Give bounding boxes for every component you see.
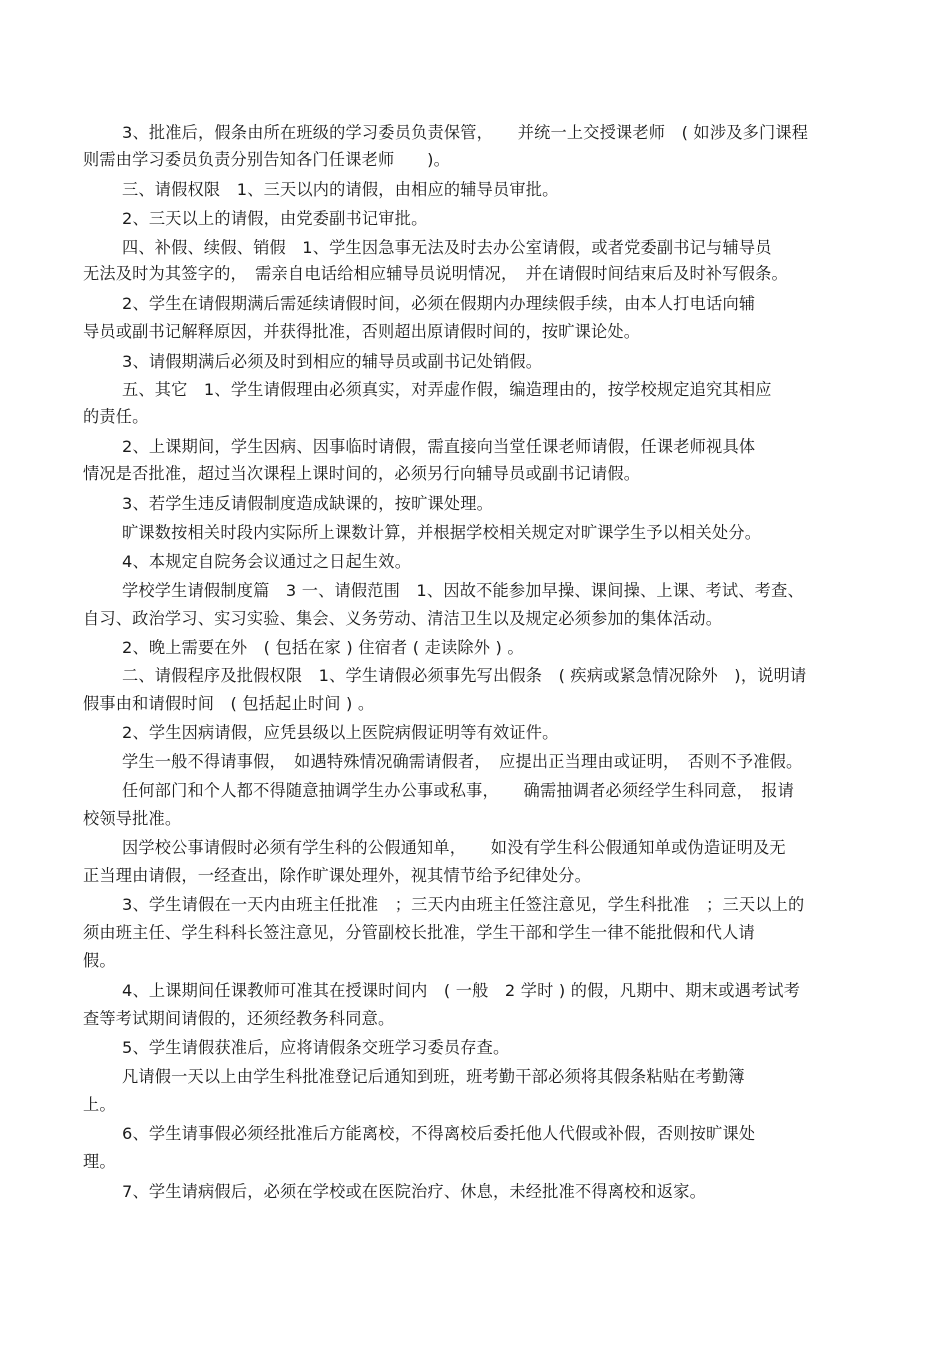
text-line: 的责任。: [83, 407, 149, 426]
text-line: 正当理由请假，一经查出，除作旷课处理外，视其情节给予纪律处分。: [83, 866, 592, 885]
text-line: 四、补假、续假、销假 1、学生因急事无法及时去办公室请假，或者党委副书记与辅导员: [122, 238, 772, 257]
text-line: 3、学生请假在一天内由班主任批准 ；三天内由班主任签注意见，学生科批准 ；三天以上的: [122, 895, 805, 914]
text-line: 假事由和请假时间 ( 包括起止时间 ) 。: [83, 694, 375, 713]
text-line: 五、其它 1、学生请假理由必须真实，对弄虚作假，编造理由的，按学校规定追究其相应: [122, 380, 772, 399]
text-line: 7、学生请病假后，必须在学校或在医院治疗、休息，未经批准不得离校和返家。: [122, 1182, 707, 1201]
text-line: 因学校公事请假时必须有学生科的公假通知单， 如没有学生科公假通知单或伪造证明及无: [122, 838, 786, 857]
text-line: 假。: [83, 951, 116, 970]
text-line: 2、晚上需要在外 ( 包括在家 ) 住宿者 ( 走读除外 ) 。: [122, 638, 524, 657]
text-line: 凡请假一天以上由学生科批准登记后通知到班，班考勤干部必须将其假条粘贴在考勤簿: [122, 1067, 745, 1086]
text-line: 2、学生因病请假，应凭县级以上医院病假证明等有效证件。: [122, 723, 559, 742]
text-line: 3、若学生违反请假制度造成缺课的，按旷课处理。: [122, 494, 494, 513]
text-line: 3、请假期满后必须及时到相应的辅导员或副书记处销假。: [122, 352, 543, 371]
text-line: 任何部门和个人都不得随意抽调学生办公事或私事， 确需抽调者必须经学生科同意， 报请: [122, 781, 795, 800]
text-line: 三、请假权限 1、三天以内的请假，由相应的辅导员审批。: [122, 180, 559, 199]
text-line: 2、学生在请假期满后需延续请假时间，必须在假期内办理续假手续，由本人打电话向辅: [122, 294, 756, 313]
text-line: 查等考试期间请假的，还须经教务科同意。: [83, 1009, 395, 1028]
text-line: 则需由学习委员负责分别告知各门任课老师 )。: [83, 150, 451, 169]
text-line: 学生一般不得请事假， 如遇特殊情况确需请假者， 应提出正当理由或证明， 否则不予准假。: [122, 752, 803, 771]
text-line: 情况是否批准，超过当次课程上课时间的，必须另行向辅导员或副书记请假。: [83, 464, 641, 483]
text-line: 校领导批准。: [83, 809, 182, 828]
text-line: 旷课数按相关时段内实际所上课数计算，并根据学校相关规定对旷课学生予以相关处分。: [122, 523, 762, 542]
text-line: 4、本规定自院务会议通过之日起生效。: [122, 552, 412, 571]
text-line: 6、学生请事假必须经批准后方能离校，不得离校后委托他人代假或补假，否则按旷课处: [122, 1124, 756, 1143]
text-line: 5、学生请假获准后，应将请假条交班学习委员存查。: [122, 1038, 510, 1057]
text-line: 上。: [83, 1095, 116, 1114]
text-line: 须由班主任、学生科科长签注意见，分管副校长批准，学生干部和学生一律不能批假和代人请: [83, 923, 755, 942]
text-line: 2、三天以上的请假，由党委副书记审批。: [122, 209, 428, 228]
text-line: 二、请假程序及批假权限 1、学生请假必须事先写出假条 ( 疾病或紧急情况除外 )，说明请: [122, 666, 807, 685]
text-line: 无法及时为其签字的， 需亲自电话给相应辅导员说明情况， 并在请假时间结束后及时补写假条。: [83, 264, 788, 283]
text-line: 4、上课期间任课教师可准其在授课时间内 ( 一般 2 学时 ) 的假，凡期中、期末或遇考试考: [122, 981, 801, 1000]
text-line: 2、上课期间，学生因病、因事临时请假，需直接向当堂任课老师请假，任课老师视具体: [122, 437, 756, 456]
text-line: 学校学生请假制度篇 3 一、请假范围 1、因故不能参加早操、课间操、上课、考试、考查、: [122, 581, 804, 600]
text-line: 理。: [83, 1152, 116, 1171]
text-line: 3、批准后，假条由所在班级的学习委员负责保管， 并统一上交授课老师 ( 如涉及多门课程: [122, 123, 809, 142]
text-line: 导员或副书记解释原因，并获得批准，否则超出原请假时间的，按旷课论处。: [83, 322, 641, 341]
text-line: 自习、政治学习、实习实验、集会、义务劳动、清洁卫生以及规定必须参加的集体活动。: [83, 609, 723, 628]
